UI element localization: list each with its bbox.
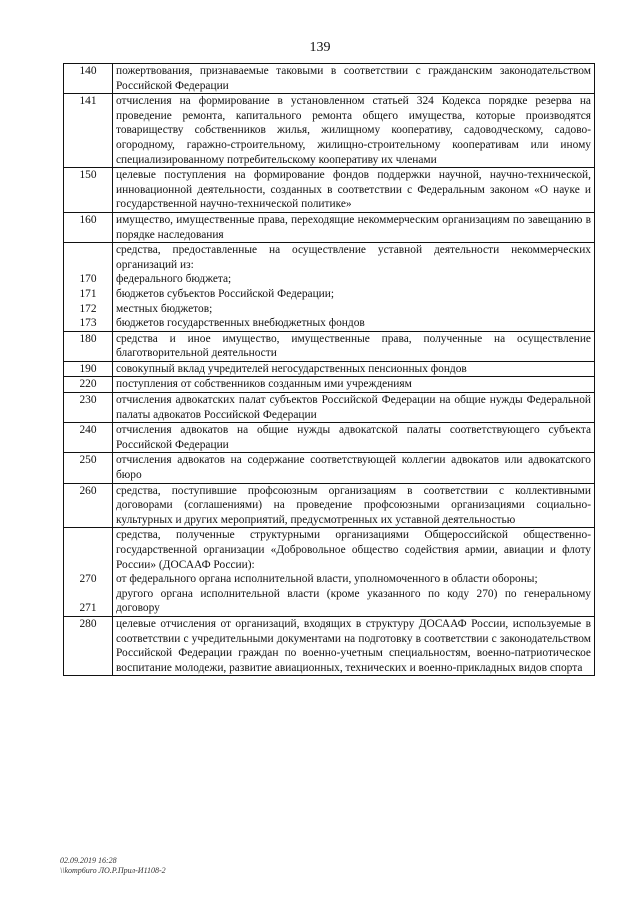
description-cell <box>113 377 595 393</box>
row-code: 240 <box>79 424 97 437</box>
code-cell <box>64 528 113 617</box>
code-cell <box>64 94 113 168</box>
row-code: 170 <box>79 273 97 286</box>
row-code: 270 <box>79 573 97 586</box>
description-cell <box>113 64 595 94</box>
code-cell <box>64 616 113 675</box>
code-cell <box>64 377 113 393</box>
row-description: местных бюджетов; <box>116 302 213 315</box>
row-description: целевые отчисления от организаций, входящих в структуру ДОСААФ России, используемые в соответствии с учредительными документами на подготовку в соответствии с законодательством Российской Федерации граждан по военно-учетным специальностям, военно-патриотическое воспитание молодежи, развитие авиационных, технических и военно-прикладных видов спорта <box>116 617 591 674</box>
table-row <box>64 168 595 213</box>
row-code: 250 <box>79 454 97 467</box>
table-row <box>64 361 595 377</box>
table-row <box>64 483 595 528</box>
code-cell <box>64 483 113 528</box>
row-code: 173 <box>79 317 97 330</box>
row-code: 171 <box>79 287 97 300</box>
row-code: 180 <box>79 332 97 345</box>
row-code: 140 <box>79 65 97 77</box>
table-row <box>64 243 595 332</box>
code-cell <box>64 64 113 94</box>
row-code <box>64 258 112 273</box>
row-description: имущество, имущественные права, переходящие некоммерческим организациям по завещанию в порядке наследования <box>116 213 591 241</box>
table-row <box>64 453 595 483</box>
description-cell <box>113 393 595 423</box>
code-cell <box>64 423 113 453</box>
code-cell <box>64 393 113 423</box>
description-cell <box>113 616 595 675</box>
row-code: 260 <box>79 484 97 497</box>
description-cell <box>113 528 595 617</box>
row-description: от федерального органа исполнительной власти, уполномоченного в области обороны; <box>116 573 538 586</box>
description-cell <box>113 243 595 332</box>
footer <box>60 856 166 876</box>
description-cell <box>113 168 595 213</box>
row-description: отчисления адвокатских палат субъектов Российской Федерации на общие нужды Федеральной палаты адвокатов Российской Федерации <box>116 394 591 421</box>
row-description: отчисления адвокатов на содержание соответствующей коллегии адвокатов или адвокатского бюро <box>116 454 591 482</box>
table-row <box>64 331 595 361</box>
table-row <box>64 423 595 453</box>
row-code: 271 <box>79 602 97 615</box>
row-code: 280 <box>79 617 97 630</box>
description-cell <box>113 361 595 377</box>
row-code <box>64 587 112 602</box>
row-description: целевые поступления на формирование фондов поддержки научной, научно-технической, инновационной деятельности, созданных в соответствии с Федеральным законом «О науке и государственной научно-технической политике» <box>116 169 591 211</box>
code-cell <box>64 243 113 332</box>
description-cell <box>113 212 595 242</box>
row-description: поступления от собственников созданным ими учреждениям <box>116 378 412 391</box>
row-code <box>64 243 112 258</box>
row-description: средства, предоставленные на осуществление уставной деятельности некоммерческих организаций из: <box>116 244 591 271</box>
row-description: бюджетов государственных внебюджетных фондов <box>116 317 365 330</box>
codes-table <box>63 63 595 676</box>
table-row <box>64 64 595 94</box>
description-cell <box>113 94 595 168</box>
row-code: 230 <box>79 394 97 407</box>
row-code: 172 <box>79 302 97 315</box>
row-description: другого органа исполнительной власти (кроме указанного по коду 270) по генеральному договору <box>116 587 591 615</box>
row-description: совокупный вклад учредителей негосударственных пенсионных фондов <box>116 362 467 375</box>
code-cell <box>64 453 113 483</box>
row-description: средства и иное имущество, имущественные права, полученные на осуществление благотворительной деятельности <box>116 332 591 360</box>
row-code <box>64 543 112 558</box>
description-cell <box>113 331 595 361</box>
row-code: 141 <box>79 95 97 108</box>
table-body <box>64 64 595 676</box>
row-code <box>64 528 112 543</box>
row-code: 150 <box>79 169 97 182</box>
code-cell <box>64 361 113 377</box>
row-description: бюджетов субъектов Российской Федерации; <box>116 287 335 300</box>
page-number: 139 <box>309 40 331 55</box>
code-cell <box>64 168 113 213</box>
table-row <box>64 528 595 617</box>
row-description: отчисления адвокатов на общие нужды адвокатской палаты соответствующего субъекта Российской Федерации <box>116 424 591 451</box>
row-code: 160 <box>79 213 97 226</box>
description-cell <box>113 423 595 453</box>
footer-timestamp: 02.09.2019 16:28 <box>60 856 117 865</box>
code-cell <box>64 331 113 361</box>
description-cell <box>113 483 595 528</box>
table-row <box>64 94 595 168</box>
table-row <box>64 616 595 675</box>
table-row <box>64 377 595 393</box>
row-description: средства, полученные структурными организациями Общероссийской общественно-государственной организации «Добровольное общество содействия армии, авиации и флоту России» (ДОСААФ России): <box>116 529 591 571</box>
row-code <box>64 558 112 573</box>
footer-file-path: \\komp6uro ЛО.Р.Прил-И1108-2 <box>60 866 166 875</box>
row-description: федерального бюджета; <box>116 273 232 286</box>
row-description: пожертвования, признаваемые таковыми в соответствии с гражданским законодательством Российской Федерации <box>116 65 591 92</box>
row-description: отчисления на формирование в установленном статьей 324 Кодекса порядке резерва на проведение ремонта, капитального ремонта общего имущества, которые производятся товариществу собственников жилья, жилищному кооперативу, садоводческому, садово-огородному, гаражно-строительному, жилищно-строительному кооперативам или иному специализированному потребительскому кооперативу их членами <box>116 95 591 166</box>
row-code: 220 <box>79 378 97 391</box>
table-row <box>64 212 595 242</box>
row-description: средства, поступившие профсоюзным организациям в соответствии с коллективными договорами (соглашениями) на проведение профсоюзными организациями социально-культурных и других мероприятий, предусмотренных их уставной деятельностью <box>116 484 591 526</box>
table-row <box>64 393 595 423</box>
code-cell <box>64 212 113 242</box>
row-code: 190 <box>79 362 97 375</box>
description-cell <box>113 453 595 483</box>
